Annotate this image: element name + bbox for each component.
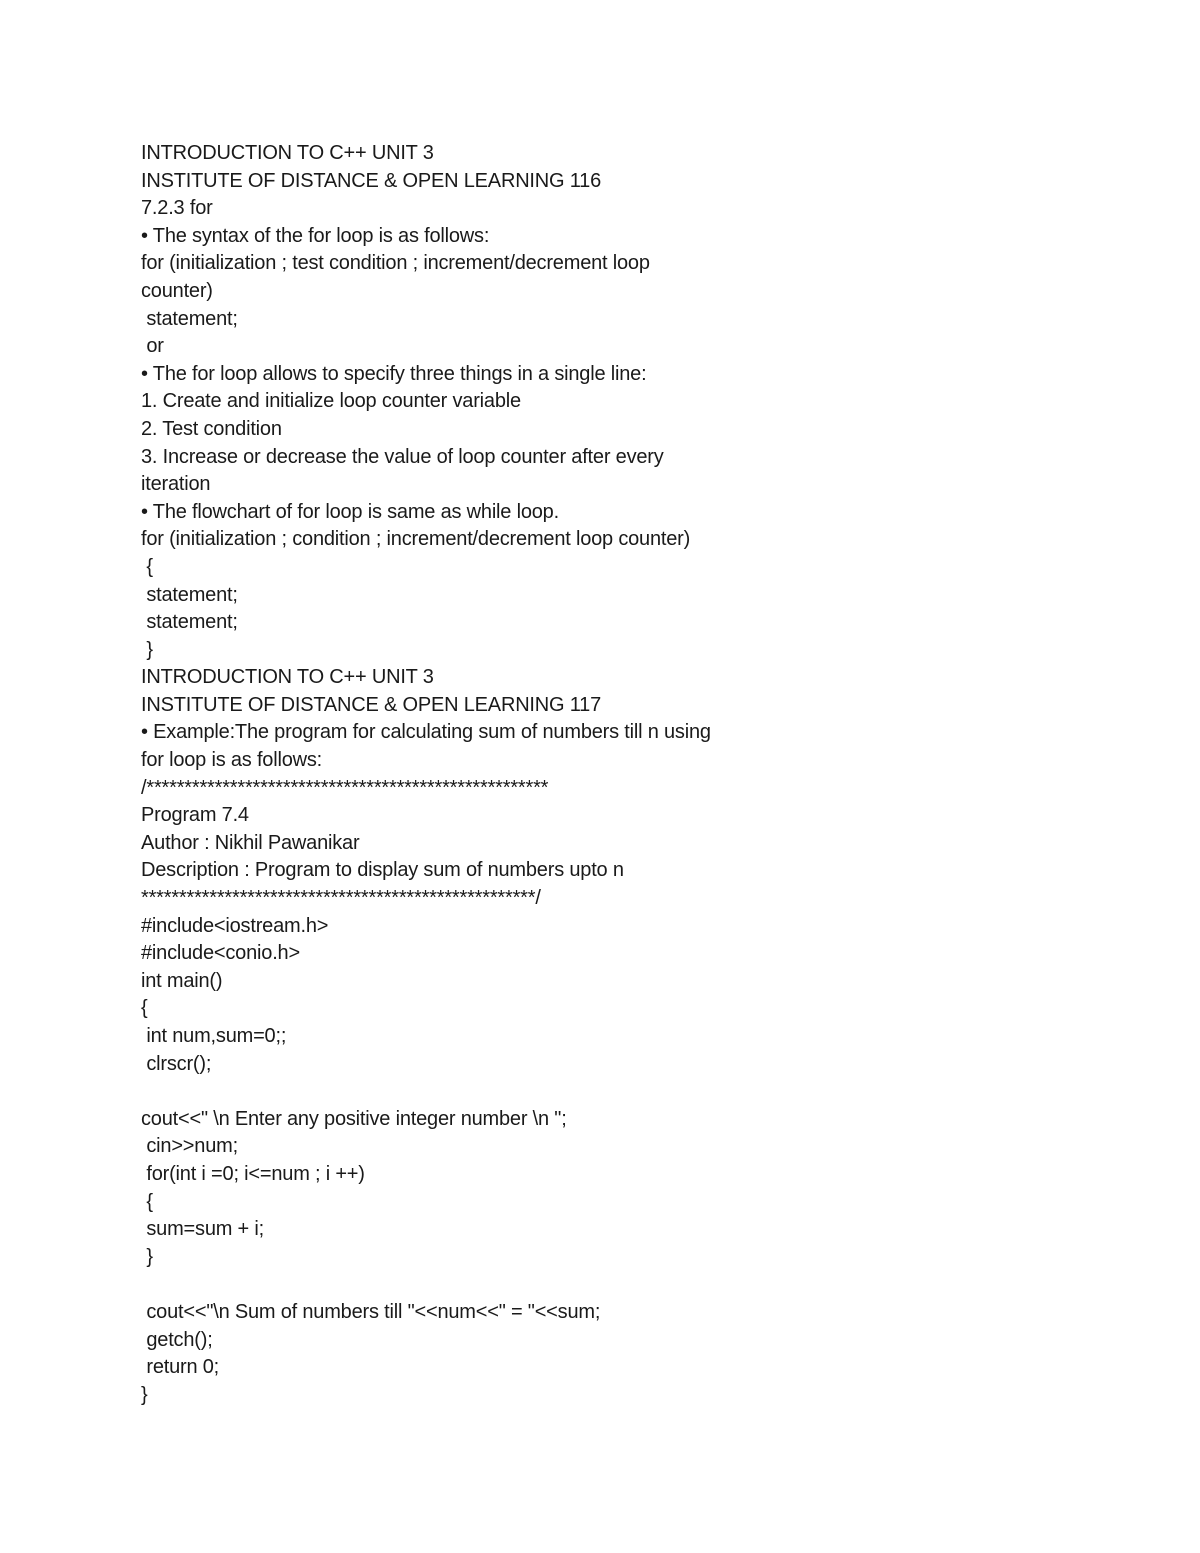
syntax-line: {	[141, 555, 153, 578]
institute-header: INSTITUTE OF DISTANCE & OPEN LEARNING 116	[141, 169, 602, 192]
text-line: • The flowchart of for loop is same as while loop.	[141, 500, 559, 523]
text-line: • Example:The program for calculating sum of numbers till n using	[141, 721, 711, 744]
code-line: for(int i =0; i<=num ; i ++)	[141, 1162, 365, 1185]
code-line: getch();	[141, 1328, 213, 1351]
text-line: for loop is as follows:	[141, 749, 323, 772]
text-line: • The for loop allows to specify three things in a single line:	[141, 362, 647, 385]
syntax-line: for (initialization ; condition ; increment/decrement loop counter)	[141, 528, 691, 551]
section-heading: 7.2.3 for	[141, 197, 213, 220]
code-line: int num,sum=0;;	[141, 1025, 287, 1047]
code-line	[141, 1271, 1121, 1299]
syntax-line: for (initialization ; test condition ; increment/decrement loop	[141, 252, 650, 275]
code-line: #include<conio.h>	[141, 942, 300, 965]
code-line: cout<<"\n Sum of numbers till "<<num<<" = "<<sum;	[141, 1300, 601, 1323]
unit-header: INTRODUCTION TO C++ UNIT 3	[141, 666, 434, 689]
list-item: 1. Create and initialize loop counter variable	[141, 390, 521, 413]
document-text	[141, 140, 1121, 1409]
code-line	[141, 1078, 1121, 1106]
code-line: #include<iostream.h>	[141, 914, 329, 937]
syntax-line: statement;	[141, 611, 238, 634]
code-line: Description : Program to display sum of numbers upto n	[141, 859, 624, 882]
syntax-line: statement;	[141, 583, 238, 606]
code-line: /*****************************************************	[141, 776, 549, 799]
code-line: int main()	[141, 969, 223, 992]
code-line: ****************************************************/	[141, 887, 541, 910]
list-item: 3. Increase or decrease the value of loop counter after every	[141, 445, 664, 468]
unit-header: INTRODUCTION TO C++ UNIT 3	[141, 142, 434, 164]
text-line: • The syntax of the for loop is as follows:	[141, 224, 490, 247]
code-line: cout<<" \n Enter any positive integer number \n ";	[141, 1107, 567, 1130]
code-line: return 0;	[141, 1356, 220, 1379]
code-line: clrscr();	[141, 1052, 212, 1075]
code-line: }	[141, 1245, 153, 1268]
code-line: Program 7.4	[141, 804, 249, 827]
list-item: 2. Test condition	[141, 417, 282, 440]
list-item: iteration	[141, 473, 211, 496]
code-line: {	[141, 997, 148, 1020]
syntax-line: counter)	[141, 279, 213, 302]
syntax-line: statement;	[141, 307, 238, 330]
code-line: sum=sum + i;	[141, 1218, 264, 1241]
code-line: cin>>num;	[141, 1135, 238, 1158]
code-line: }	[141, 1383, 148, 1406]
code-line: {	[141, 1190, 153, 1213]
syntax-line: }	[141, 638, 153, 661]
text-line: or	[141, 335, 164, 358]
institute-header: INSTITUTE OF DISTANCE & OPEN LEARNING 117	[141, 693, 602, 716]
code-line: Author : Nikhil Pawanikar	[141, 831, 360, 854]
